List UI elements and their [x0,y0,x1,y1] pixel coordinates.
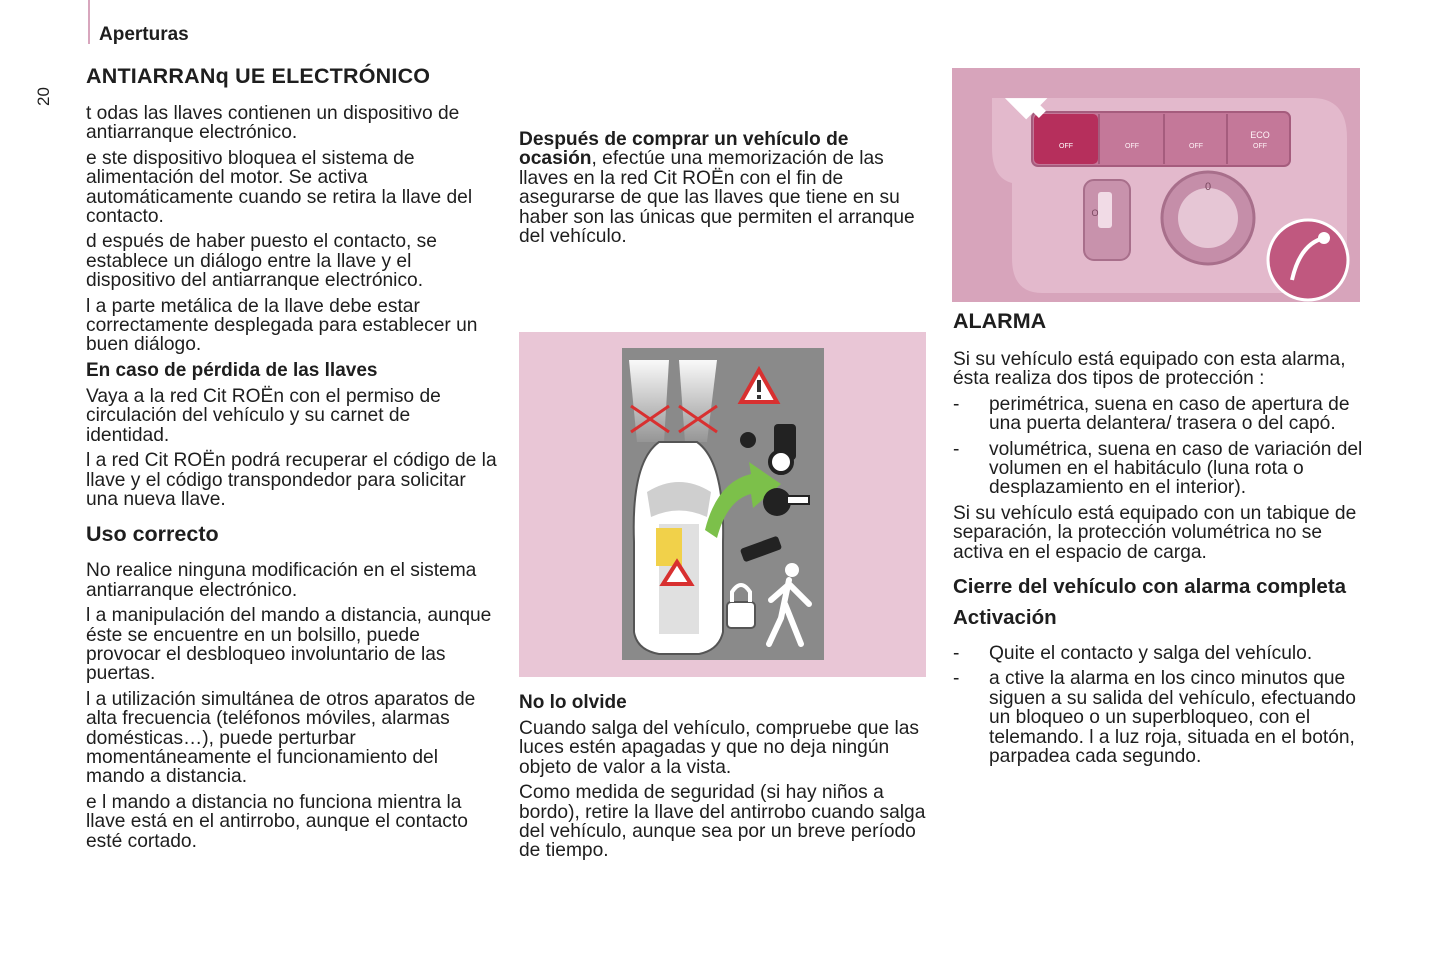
paragraph: Como medida de seguridad (si hay niños a bordo), retire la llave del antirrobo cuando salga del vehículo, aunque sea por un breve período de tiempo. [519,782,926,862]
paragraph: Si su vehículo está equipado con esta alarma, ésta realiza dos tipos de protección : [953,349,1346,390]
button-label: OFF [1125,143,1139,150]
correct-use-heading: Uso correcto [86,522,219,547]
disc-icon [770,451,792,473]
bullet-dash: - [953,668,960,690]
column-immobilizer [86,104,498,857]
dashboard-illustration [952,68,1360,302]
column-reminder [519,693,931,867]
column-used-vehicle [519,130,931,252]
button-label: OFF [1189,143,1203,150]
alarm-lock-heading: Cierre del vehículo con alarma completa [953,575,1347,599]
mirror-adjust-knob [1178,188,1238,248]
bullet-dash: - [953,393,960,415]
headlamp-switch-knob [1098,192,1112,228]
adblue-indicator-icon [1268,220,1348,300]
column-alarm [953,310,1363,773]
paragraph: l a parte metálica de la llave debe estar correctamente desplegada para establecer un buen diálogo. [86,295,478,356]
switch-label: O [1091,208,1099,218]
list-item [953,440,1363,498]
paragraph: e l mando a distancia no funciona mientra la llave está en el antirrobo, aunque el contacto esté cortado. [86,791,468,852]
list-item [953,395,1363,434]
bullet-text: volumétrica, suena en caso de variación del volumen en el habitáculo (luna rota o desplazamiento en el interior). [989,438,1363,499]
button-label: OFF [1059,143,1073,150]
used-vehicle-paragraph [519,130,931,246]
bullet-text: perimétrica, suena en caso de apertura de una puerta delantera/ trasera o del capó. [989,393,1350,435]
paragraph: t odas las llaves contienen un dispositivo de antiarranque electrónico. [86,103,460,144]
paragraph: Si su vehículo está equipado con un tabique de separación, la protección volumétrica no se activa en el espacio de carga. [953,502,1357,563]
paragraph: l a red Cit ROËn podrá recuperar el código de la llave y el código transpondedor para solicitar una nueva llave. [86,450,497,510]
button-label: ECO [1250,130,1270,140]
bullet-text: Quite el contacto y salga del vehículo. [989,643,1313,665]
key-loss-heading: En caso de pérdida de las llaves [86,359,378,381]
alarm-off-button [1034,114,1098,164]
activation-heading: Activación [953,606,1057,630]
dial-label: 0 [1204,181,1212,193]
used-vehicle-bold: Después de comprar un vehículo de ocasión [519,129,849,170]
paragraph: Cuando salga del vehículo, compruebe que las luces estén apagadas y que no deja ningún objeto de valor a la vista. [519,718,920,778]
paragraph: l a utilización simultánea de otros aparatos de alta frecuencia (teléfonos móviles, alarmas domésticas…), puede perturbar momentáneamente el funcionamiento del mando a distancia. [86,688,476,788]
lock-icon [727,602,755,628]
list-item [953,644,1363,663]
paragraph: e ste dispositivo bloquea el sistema de alimentación del motor. Se activa automáticamente cuando se retira la llave del contacto. [86,147,473,228]
earbud-icon [740,432,756,448]
button-label: OFF [1253,143,1267,150]
paragraph: d espués de haber puesto el contacto, se establece un diálogo entre la llave y el dispositivo del antiarranque electrónico. [86,231,437,292]
paragraph: l a manipulación del mando a distancia, aunque éste se encuentre en un bolsillo, puede provocar el desbloqueo involuntario de las puertas. [86,605,492,685]
page-number: 20 [34,87,53,106]
page-rule [88,0,90,44]
used-vehicle-text: , efectúe una memorización de las llaves en la red Cit ROËn con el fin de asegurarse de que las llaves que tiene en su haber son las únicas que permiten el arranque del vehículo. [519,148,915,248]
bullet-dash: - [953,438,960,460]
reminder-heading: No lo olvide [519,692,627,713]
key-illustration-svg [519,332,926,677]
page-title: ANTIARRANq UE ELECTRÓNICO [86,64,431,88]
paragraph: No realice ninguna modificación en el sistema antiarranque electrónico. [86,560,477,601]
alarm-heading: ALARMA [953,309,1047,333]
list-item [953,669,1363,766]
dashboard-svg [952,68,1360,302]
section-title: Aperturas [99,24,189,45]
pedestrian-icon [785,563,799,577]
bullet-dash: - [953,643,960,665]
key-blade-icon [787,496,809,504]
paragraph: Vaya a la red Cit ROËn con el permiso de circulación del vehículo y su carnet de identidad. [86,385,441,446]
bullet-text: a ctive la alarma en los cinco minutos que siguen a su salida del vehículo, efectuando un bloqueo o un superbloqueo, con el telemando. l a luz roja, situada en el botón, parpadea cada segundo. [989,668,1356,768]
key-illustration [519,332,926,677]
